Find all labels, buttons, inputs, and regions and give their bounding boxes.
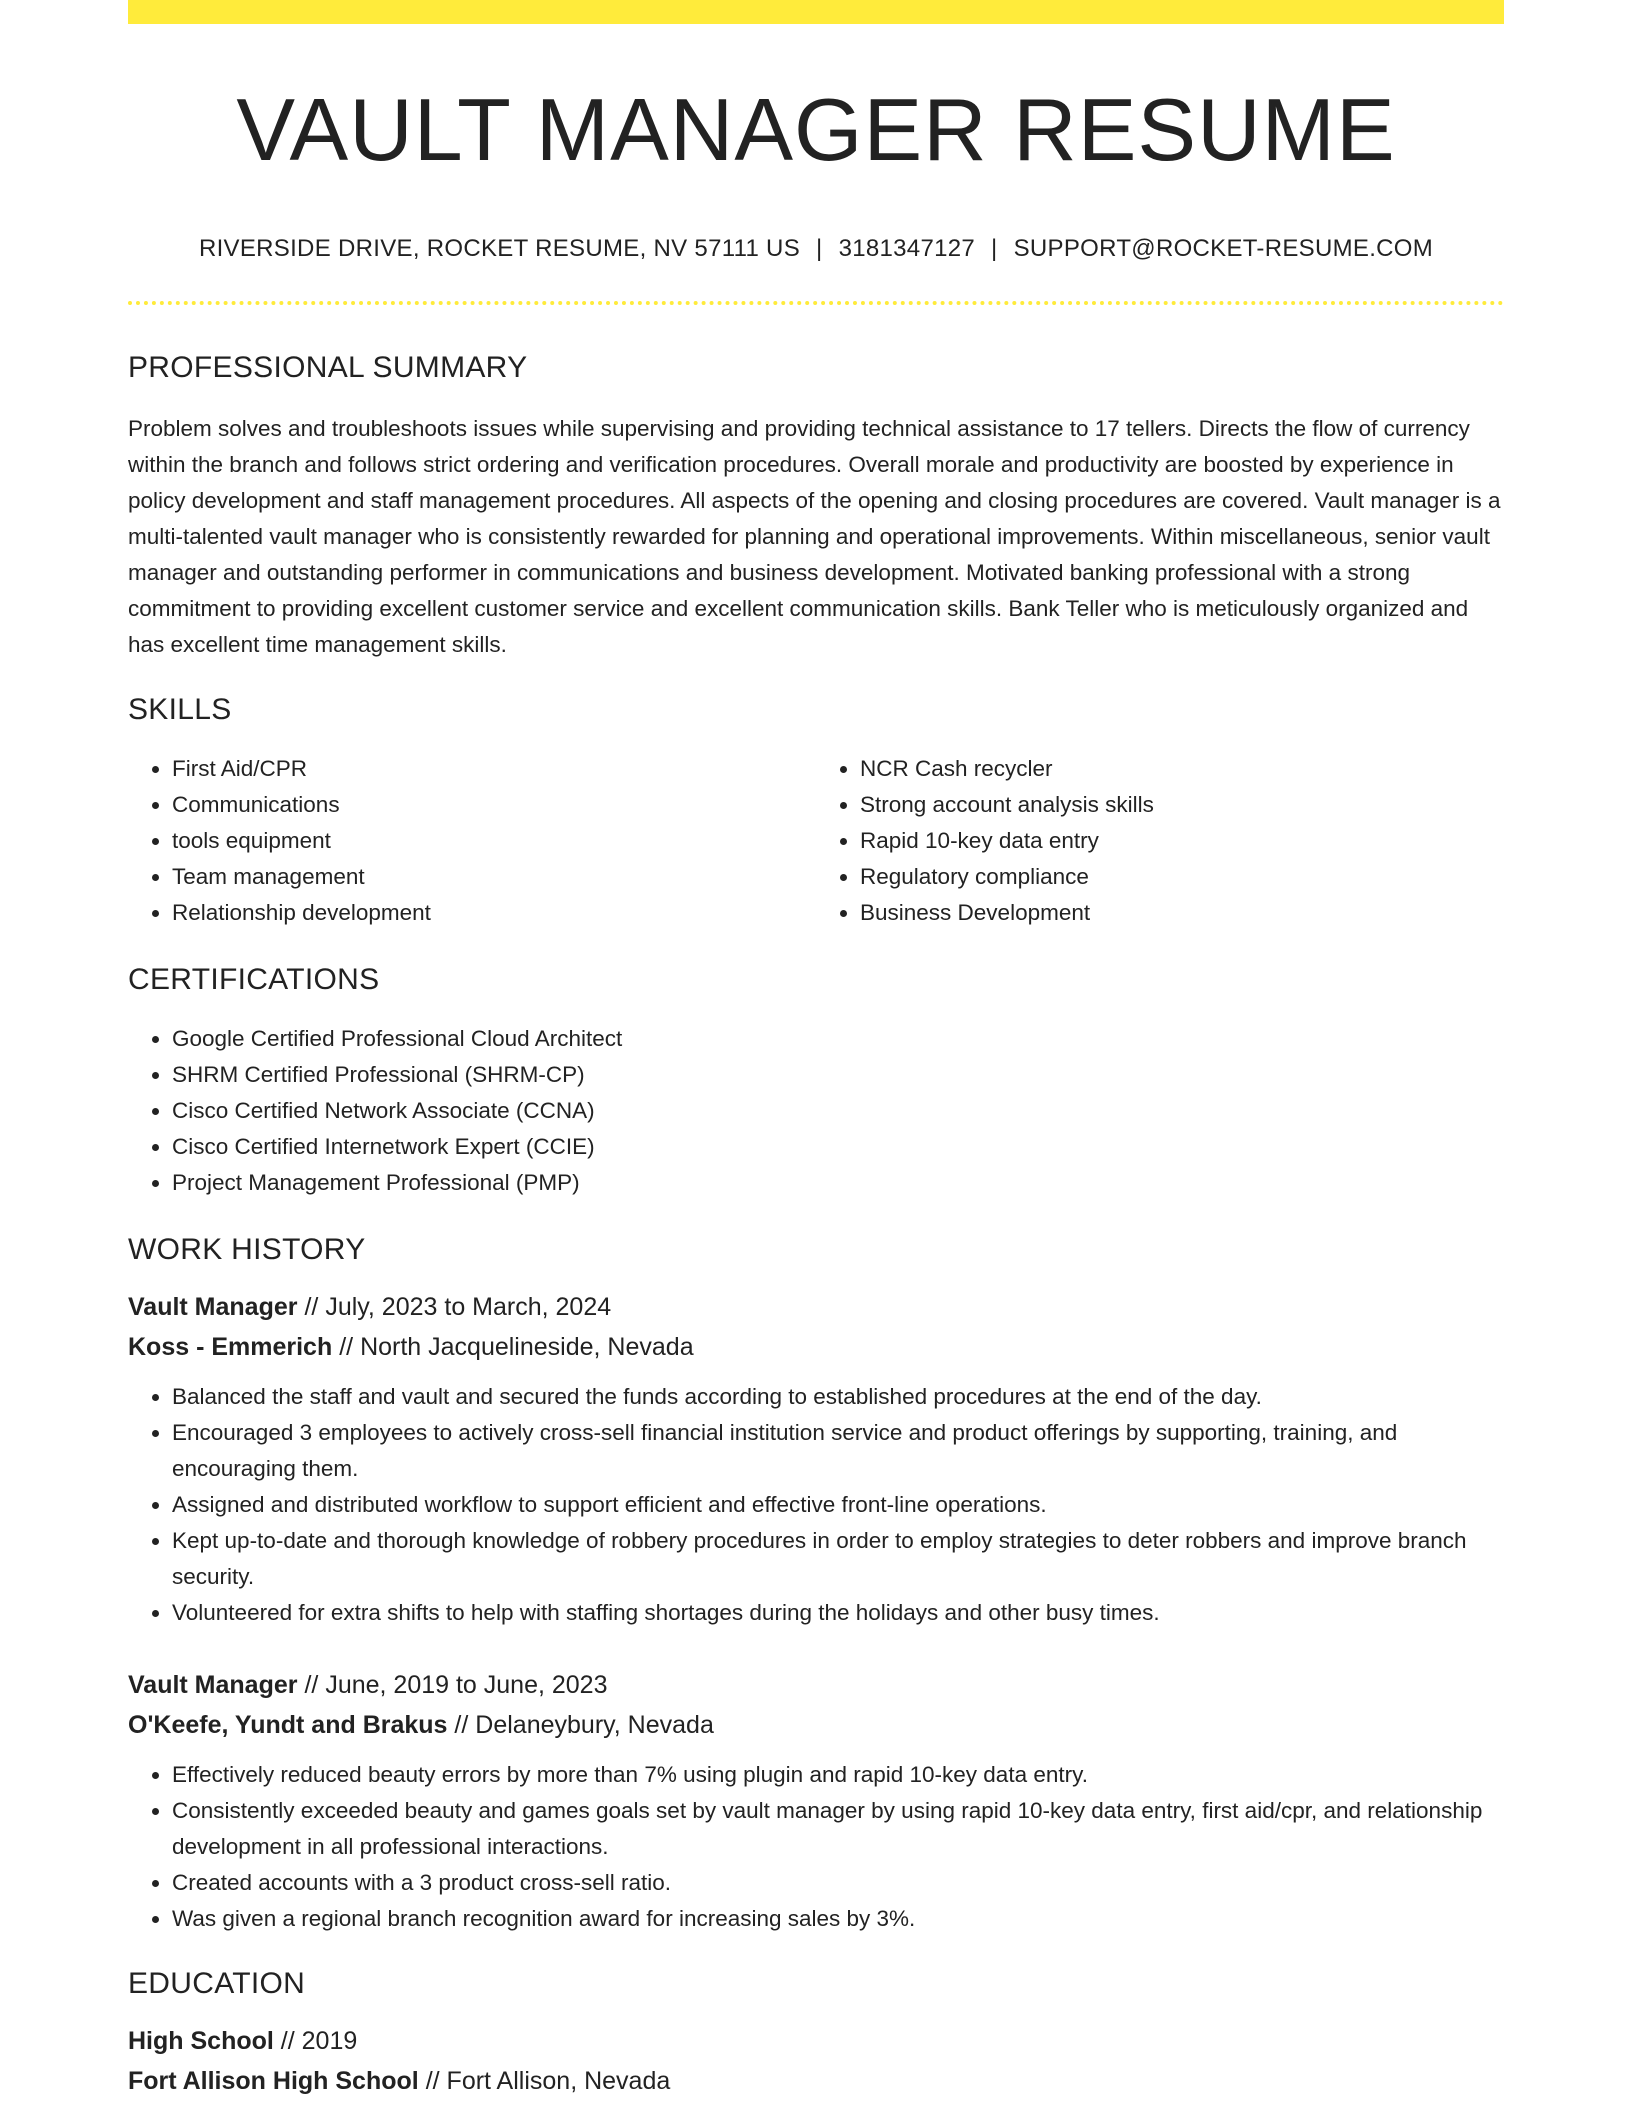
job-bullets — [128, 1379, 1504, 1631]
job-bullet: • Kept up-to-date and thorough knowledge of robbery procedures in order to employ strategies to deter robbers and improve branch security. — [172, 1523, 1504, 1595]
certification-item: • Cisco Certified Internetwork Expert (CCIE) — [172, 1129, 1504, 1165]
contact-address: RIVERSIDE DRIVE, ROCKET RESUME, NV 57111 US — [198, 234, 801, 262]
resume-page — [128, 0, 1504, 2101]
skill-item: • Strong account analysis skills — [860, 787, 1504, 823]
education-degree-line — [128, 2021, 1504, 2061]
job-company-line — [128, 1327, 1504, 1367]
job-company: Koss - Emmerich — [128, 1332, 333, 1361]
skill-item: • Regulatory compliance — [860, 859, 1504, 895]
skill-item: • Team management — [172, 859, 816, 895]
contact-line — [128, 235, 1504, 263]
job-bullet: • Volunteered for extra shifts to help with staffing shortages during the holidays and other busy times. — [172, 1595, 1504, 1631]
contact-separator: | — [991, 234, 998, 262]
job-company-line — [128, 1705, 1504, 1745]
job-bullet: • Was given a regional branch recognition award for increasing sales by 3%. — [172, 1901, 1504, 1937]
job-entry — [128, 1665, 1504, 1937]
job-company: O'Keefe, Yundt and Brakus — [128, 1710, 448, 1739]
education-heading: EDUCATION — [128, 1966, 306, 2000]
job-bullet: • Consistently exceeded beauty and games goals set by vault manager by using rapid 10-key data entry, first aid/cpr, and relationship development in all professional interactions. — [172, 1793, 1504, 1865]
skill-item: • Relationship development — [172, 895, 816, 931]
job-location: North Jacquelineside, Nevada — [360, 1332, 694, 1361]
job-bullet: • Balanced the staff and vault and secured the funds according to established procedures at the end of the day. — [172, 1379, 1504, 1415]
contact-phone: 3181347127 — [838, 234, 976, 262]
skill-item: • Communications — [172, 787, 816, 823]
job-title-line — [128, 1287, 1504, 1327]
job-dates: July, 2023 to March, 2024 — [325, 1292, 612, 1321]
certification-item: • Cisco Certified Network Associate (CCNA) — [172, 1093, 1504, 1129]
certification-item: • Project Management Professional (PMP) — [172, 1165, 1504, 1201]
job-bullet: • Assigned and distributed workflow to support efficient and effective front-line operations. — [172, 1487, 1504, 1523]
job-title-line — [128, 1665, 1504, 1705]
education-location: Fort Allison, Nevada — [446, 2066, 671, 2095]
job-bullet: • Effectively reduced beauty errors by more than 7% using plugin and rapid 10-key data entry. — [172, 1757, 1504, 1793]
skill-item: • NCR Cash recycler — [860, 751, 1504, 787]
summary-heading: PROFESSIONAL SUMMARY — [128, 350, 528, 384]
divider-slashes: // — [304, 1670, 319, 1699]
education-year: 2019 — [301, 2026, 358, 2055]
dotted-divider — [128, 301, 1504, 305]
skills-list-left — [128, 751, 816, 931]
education-school-line — [128, 2061, 1504, 2101]
skills-list-right — [816, 751, 1504, 931]
work-history-heading: WORK HISTORY — [128, 1232, 366, 1266]
skill-item: • First Aid/CPR — [172, 751, 816, 787]
divider-slashes: // — [339, 1332, 354, 1361]
job-bullets — [128, 1757, 1504, 1937]
divider-slashes: // — [280, 2026, 295, 2055]
job-bullet: • Encouraged 3 employees to actively cross-sell financial institution service and product offerings by supporting, training, and encouraging them. — [172, 1415, 1504, 1487]
job-entry — [128, 1287, 1504, 1631]
certifications-heading: CERTIFICATIONS — [128, 962, 380, 996]
job-title: Vault Manager — [128, 1670, 298, 1699]
divider-slashes: // — [304, 1292, 319, 1321]
contact-email: SUPPORT@ROCKET-RESUME.COM — [1013, 234, 1434, 262]
skills-columns — [128, 751, 1504, 931]
job-title: Vault Manager — [128, 1292, 298, 1321]
divider-slashes: // — [454, 1710, 469, 1739]
job-bullet: • Created accounts with a 3 product cross-sell ratio. — [172, 1865, 1504, 1901]
certification-item: • SHRM Certified Professional (SHRM-CP) — [172, 1057, 1504, 1093]
divider-slashes: // — [425, 2066, 440, 2095]
contact-separator: | — [816, 234, 823, 262]
education-school: Fort Allison High School — [128, 2066, 419, 2095]
summary-text: Problem solves and troubleshoots issues while supervising and providing technical assistance to 17 tellers. Directs the flow of currency within the branch and follows strict ordering and verification procedures. Overall morale and productivity are boosted by experience in policy development and staff management procedures. All aspects of the opening and closing procedures are covered. Vault manager is a multi-talented vault manager who is consistently rewarded for planning and operational improvements. Within miscellaneous, senior vault manager and outstanding performer in communications and business development. Motivated banking professional with a strong commitment to providing excellent customer service and excellent communication skills. Bank Teller who is meticulously organized and has excellent time management skills. — [128, 415, 1501, 657]
skill-item: • Rapid 10-key data entry — [860, 823, 1504, 859]
top-accent-bar — [128, 0, 1504, 24]
job-location: Delaneybury, Nevada — [475, 1710, 714, 1739]
education-entry — [128, 2021, 1504, 2101]
skills-heading: SKILLS — [128, 692, 232, 726]
certification-item: • Google Certified Professional Cloud Architect — [172, 1021, 1504, 1057]
certifications-list — [128, 1021, 1504, 1201]
skill-item: • Business Development — [860, 895, 1504, 931]
resume-title: VAULT MANAGER RESUME — [236, 80, 1396, 179]
education-degree: High School — [128, 2026, 274, 2055]
job-dates: June, 2019 to June, 2023 — [325, 1670, 608, 1699]
skill-item: • tools equipment — [172, 823, 816, 859]
